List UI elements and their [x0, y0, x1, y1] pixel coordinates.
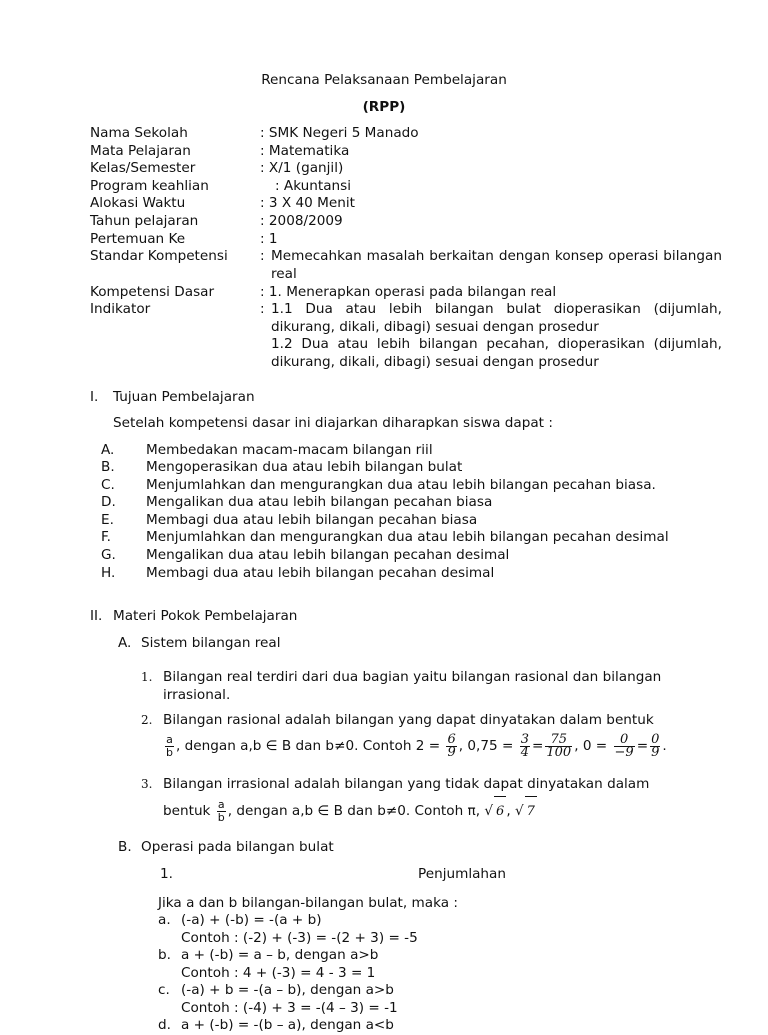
list-letter: G. [101, 547, 116, 563]
point-number: 2. [141, 713, 153, 727]
radicand: 7 [525, 796, 537, 827]
standar-kompetensi-text: Memecahkan masalah berkaitan dengan konsep operasi bilangan real [271, 248, 722, 282]
identity-label: Program keahlian [90, 178, 209, 194]
example-text: , 0 = [574, 738, 608, 754]
radicand: 6 [494, 796, 506, 827]
rule-text: (-a) + (-b) = -(a + b) [181, 912, 322, 928]
identity-colon: : [260, 248, 265, 264]
rational-example-line: $\frac{a}{b}$ , dengan a,b ∈ B dan b≠0. Contoh 2 = $\frac{6}{9}$ , 0,75 = $\frac{3}{4}$ = $\frac{75}{100}$ , 0 = $\frac{0}{-9}$ = $\frac{0}{9}$ . [166, 731, 667, 760]
identity-label: Pertemuan Ke [90, 231, 186, 247]
subsection-title: Operasi pada bilangan bulat [141, 839, 334, 855]
identity-label: Alokasi Waktu [90, 195, 186, 211]
document-title: Rencana Pelaksanaan Pembelajaran [261, 72, 507, 88]
point-number: 3. [141, 777, 153, 791]
list-item: Mengalikan dua atau lebih bilangan pecahan desimal [146, 547, 510, 563]
identity-label: Nama Sekolah [90, 125, 188, 141]
identity-value: : 1 [260, 231, 278, 247]
subsection-letter: A. [118, 635, 132, 651]
operation-intro: Jika a dan b bilangan-bilangan bulat, maka : [158, 895, 458, 911]
identity-value: : 1. Menerapkan operasi pada bilangan real [260, 284, 557, 300]
section-title: Materi Pokok Pembelajaran [113, 608, 298, 624]
list-letter: D. [101, 494, 116, 510]
list-item: Mengalikan dua atau lebih bilangan pecahan biasa [146, 494, 493, 510]
list-letter: A. [101, 442, 115, 458]
fraction: $\frac{6}{9}$ [447, 731, 456, 760]
fraction: $\frac{0}{9}$ [651, 731, 660, 760]
example-text: , dengan a,b ∈ B dan b≠0. Contoh π, [227, 803, 481, 819]
list-item: Membedakan macam-macam bilangan riil [146, 442, 433, 458]
point-text: Bilangan rasional adalah bilangan yang dapat dinyatakan dalam bentuk [163, 712, 654, 728]
operation-number: 1. [160, 866, 173, 882]
rule-example: Contoh : 4 + (-3) = 4 - 3 = 1 [181, 965, 376, 981]
example-text: bentuk [163, 803, 211, 819]
document-subtitle: (RPP) [362, 99, 406, 115]
identity-value: : 2008/2009 [260, 213, 343, 229]
subsection-title: Sistem bilangan real [141, 635, 281, 651]
indikator-item: 1.2 Dua atau lebih bilangan pecahan, dioperasikan (dijumlah, dikurang, dikali, dibagi) sesuai dengan prosedur [271, 336, 722, 370]
fraction-a-b: $\frac{a}{b}$ [166, 732, 173, 759]
point-text: Bilangan irrasional adalah bilangan yang tidak dapat dinyatakan dalam [163, 776, 650, 792]
list-item: Menjumlahkan dan mengurangkan dua atau lebih bilangan pecahan biasa. [146, 477, 656, 493]
list-item: Mengoperasikan dua atau lebih bilangan bulat [146, 459, 463, 475]
list-letter: F. [101, 529, 111, 545]
rule-letter: d. [158, 1017, 171, 1033]
identity-label: Kelas/Semester [90, 160, 196, 176]
irrational-example-line: bentuk $\frac{a}{b}$ , dengan a,b ∈ B dan b≠0. Contoh π, √ 6 , √ 7 [163, 796, 537, 827]
operation-title: Penjumlahan [418, 866, 506, 882]
identity-colon: : [260, 301, 265, 317]
fraction: $\frac{75}{100}$ [546, 731, 572, 760]
list-letter: C. [101, 477, 115, 493]
point-text: irrasional. [163, 687, 231, 703]
rule-text: a + (-b) = -(b – a), dengan a<b [181, 1017, 394, 1033]
fraction: $\frac{0}{-9}$ [614, 731, 634, 760]
rule-text: (-a) + b = -(a – b), dengan a>b [181, 982, 394, 998]
list-letter: H. [101, 565, 116, 581]
fraction: $\frac{3}{4}$ [520, 731, 529, 760]
rule-text: a + (-b) = a – b, dengan a>b [181, 947, 379, 963]
identity-label: Standar Kompetensi [90, 248, 228, 264]
rule-example: Contoh : (-4) + 3 = -(4 – 3) = -1 [181, 1000, 398, 1016]
example-text: , dengan a,b ∈ B dan b≠0. Contoh 2 = [175, 738, 441, 754]
list-letter: E. [101, 512, 114, 528]
list-item: Membagi dua atau lebih bilangan pecahan biasa [146, 512, 478, 528]
example-text: . [662, 738, 667, 754]
list-letter: B. [101, 459, 115, 475]
section-title: Tujuan Pembelajaran [113, 389, 255, 405]
subsection-letter: B. [118, 839, 132, 855]
section-number: II. [90, 608, 103, 624]
identity-label: Indikator [90, 301, 151, 317]
example-text: , 0,75 = [458, 738, 514, 754]
rule-letter: b. [158, 947, 171, 963]
rule-letter: a. [158, 912, 171, 928]
list-item: Membagi dua atau lebih bilangan pecahan desimal [146, 565, 495, 581]
rule-example: Contoh : (-2) + (-3) = -(2 + 3) = -5 [181, 930, 418, 946]
point-number: 1. [141, 670, 153, 684]
identity-value: : SMK Negeri 5 Manado [260, 125, 419, 141]
sqrt-icon: √ [484, 803, 494, 819]
identity-value: : 3 X 40 Menit [260, 195, 355, 211]
point-text: Bilangan real terdiri dari dua bagian yaitu bilangan rasional dan bilangan [163, 669, 662, 685]
rule-letter: c. [158, 982, 170, 998]
identity-value: : X/1 (ganjil) [260, 160, 344, 176]
identity-label: Kompetensi Dasar [90, 284, 215, 300]
fraction-a-b: $\frac{a}{b}$ [217, 797, 225, 824]
section-intro: Setelah kompetensi dasar ini diajarkan diharapkan siswa dapat : [113, 415, 553, 431]
list-item: Menjumlahkan dan mengurangkan dua atau lebih bilangan pecahan desimal [146, 529, 669, 545]
sqrt-icon: √ [514, 803, 524, 819]
indikator-item: 1.1 Dua atau lebih bilangan bulat dioperasikan (dijumlah, dikurang, dikali, dibagi) sesuai dengan prosedur [271, 301, 722, 335]
identity-value: : Matematika [260, 143, 350, 159]
identity-label: Mata Pelajaran [90, 143, 191, 159]
section-number: I. [90, 389, 99, 405]
identity-value: : Akuntansi [275, 178, 352, 194]
identity-label: Tahun pelajaran [90, 213, 199, 229]
